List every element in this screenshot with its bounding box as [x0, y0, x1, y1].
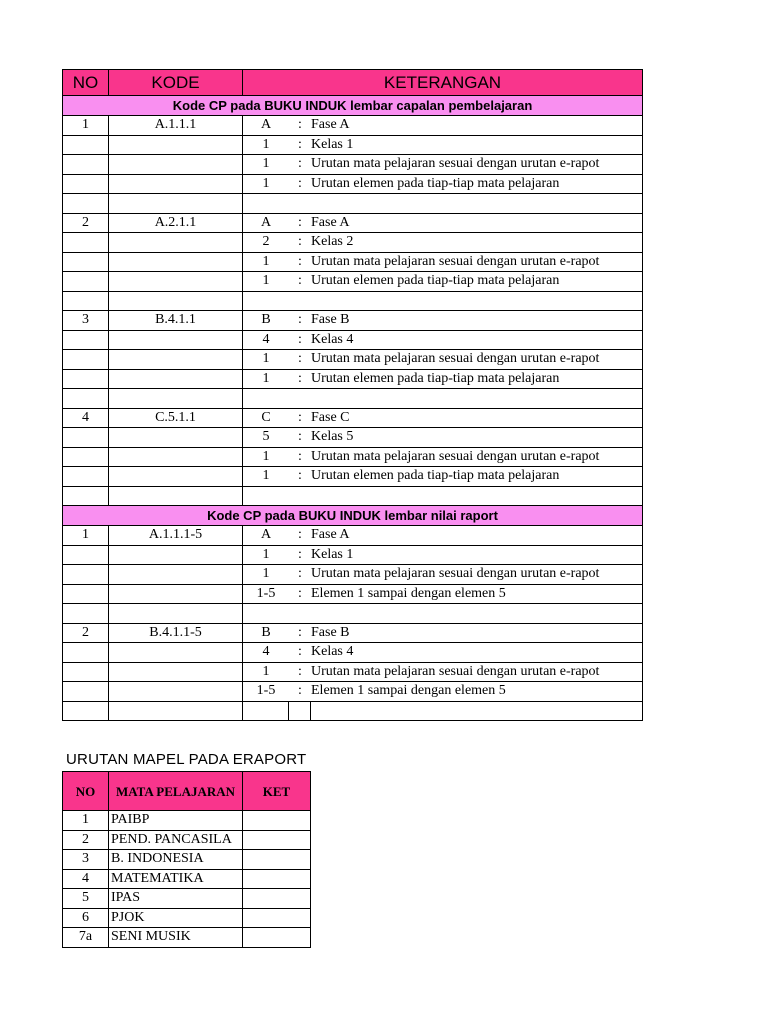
description-text: Urutan mata pelajaran sesuai dengan urutan e-rapot — [311, 156, 600, 172]
row-no: 2 — [63, 213, 109, 233]
code-part: 1 — [262, 566, 270, 582]
mapel-name: B. INDONESIA — [109, 850, 243, 870]
row-kode: A.1.1.1-5 — [109, 526, 243, 546]
table-row — [63, 565, 643, 585]
code-part: A — [260, 527, 272, 543]
mapel-name: PAIBP — [109, 811, 243, 831]
code-part: 5 — [262, 429, 270, 445]
header-kode: KODE — [109, 70, 243, 96]
colon-separator: : — [298, 214, 302, 230]
colon-separator: : — [298, 663, 302, 679]
row-keterangan — [243, 428, 643, 448]
table-row — [63, 643, 643, 663]
kode-cp-table — [62, 69, 643, 721]
row-keterangan — [243, 174, 643, 194]
description-text: Urutan elemen pada tiap-tiap mata pelajaran — [311, 370, 560, 386]
description-text: Fase A — [311, 527, 350, 543]
row-keterangan — [243, 584, 643, 604]
code-part: 4 — [262, 331, 270, 347]
colon-separator: : — [298, 546, 302, 562]
row-no: 1 — [63, 116, 109, 136]
code-part: A — [260, 214, 272, 230]
mapel-header — [63, 772, 311, 811]
blank-cell — [243, 194, 643, 214]
colon-separator: : — [298, 448, 302, 464]
colon-separator: : — [298, 370, 302, 386]
row-no — [63, 545, 109, 565]
section-header — [63, 506, 643, 526]
section-header — [63, 96, 643, 116]
description-text: Fase A — [311, 214, 350, 230]
row-keterangan — [243, 526, 643, 546]
description-text: Urutan mata pelajaran sesuai dengan urutan e-rapot — [311, 663, 600, 679]
table-row — [63, 584, 643, 604]
table-row — [63, 174, 643, 194]
table-row — [63, 116, 643, 136]
colon-separator: : — [298, 624, 302, 640]
description-text: Kelas 4 — [311, 331, 354, 347]
blank-cell — [63, 486, 109, 506]
row-keterangan — [243, 350, 643, 370]
blank-row — [63, 701, 643, 721]
description-text: Urutan mata pelajaran sesuai dengan urutan e-rapot — [311, 253, 600, 269]
row-keterangan — [243, 623, 643, 643]
row-kode — [109, 662, 243, 682]
row-no: 3 — [63, 311, 109, 331]
table-row — [63, 252, 643, 272]
row-no — [63, 252, 109, 272]
row-keterangan — [243, 330, 643, 350]
code-part: 1 — [262, 448, 270, 464]
row-kode — [109, 467, 243, 487]
mapel-no: 6 — [63, 908, 109, 928]
code-part: 1 — [262, 351, 270, 367]
row-kode — [109, 565, 243, 585]
code-part: 1 — [262, 273, 270, 289]
mapel-ket — [243, 830, 311, 850]
table-row — [63, 272, 643, 292]
row-keterangan — [243, 682, 643, 702]
row-no — [63, 272, 109, 292]
table-row — [63, 623, 643, 643]
row-keterangan — [243, 272, 643, 292]
table-row — [63, 545, 643, 565]
blank-subcell — [243, 702, 289, 720]
mapel-ket — [243, 928, 311, 948]
mapel-name: PEND. PANCASILA — [109, 830, 243, 850]
blank-cell — [109, 194, 243, 214]
code-part: 1 — [262, 468, 270, 484]
row-keterangan — [243, 662, 643, 682]
blank-cell — [63, 701, 109, 721]
colon-separator: : — [298, 117, 302, 133]
mapel-no: 3 — [63, 850, 109, 870]
row-keterangan — [243, 408, 643, 428]
table-row — [63, 213, 643, 233]
code-part: 2 — [262, 234, 270, 250]
mapel-row — [63, 928, 311, 948]
description-text: Elemen 1 sampai dengan elemen 5 — [311, 683, 506, 699]
blank-cell — [63, 194, 109, 214]
table-row — [63, 330, 643, 350]
code-part: 1 — [262, 370, 270, 386]
blank-cell — [109, 604, 243, 624]
row-keterangan — [243, 369, 643, 389]
row-no — [63, 174, 109, 194]
row-no — [63, 467, 109, 487]
blank-row — [63, 486, 643, 506]
blank-cell — [243, 486, 643, 506]
code-part: 1 — [262, 156, 270, 172]
row-kode — [109, 233, 243, 253]
colon-separator: : — [298, 234, 302, 250]
row-no: 1 — [63, 526, 109, 546]
row-no — [63, 135, 109, 155]
table-row — [63, 350, 643, 370]
table-row — [63, 428, 643, 448]
blank-cell — [109, 389, 243, 409]
table-row — [63, 408, 643, 428]
row-no — [63, 428, 109, 448]
section-title: Kode CP pada BUKU INDUK lembar nilai raport — [63, 506, 643, 526]
colon-separator: : — [298, 409, 302, 425]
table-row — [63, 662, 643, 682]
row-kode — [109, 584, 243, 604]
row-keterangan — [243, 252, 643, 272]
description-text: Fase C — [311, 409, 350, 425]
urutan-mapel-table — [62, 771, 311, 948]
description-text: Urutan mata pelajaran sesuai dengan urutan e-rapot — [311, 351, 600, 367]
mapel-name: IPAS — [109, 889, 243, 909]
code-part: 1 — [262, 253, 270, 269]
code-part: C — [261, 409, 271, 425]
blank-cell — [243, 389, 643, 409]
description-text: Fase A — [311, 117, 350, 133]
row-kode — [109, 155, 243, 175]
row-keterangan — [243, 311, 643, 331]
colon-separator: : — [298, 585, 302, 601]
code-part: 4 — [262, 644, 270, 660]
colon-separator: : — [298, 331, 302, 347]
mapel-name: MATEMATIKA — [109, 869, 243, 889]
mapel-header-ket: KET — [243, 772, 311, 811]
row-kode: B.4.1.1 — [109, 311, 243, 331]
code-part: 1 — [262, 663, 270, 679]
table-row — [63, 526, 643, 546]
code-part: B — [261, 624, 271, 640]
code-part: 1 — [262, 136, 270, 152]
mapel-row — [63, 830, 311, 850]
mapel-name: SENI MUSIK — [109, 928, 243, 948]
row-no — [63, 350, 109, 370]
header-keterangan: KETERANGAN — [243, 70, 643, 96]
table-row — [63, 447, 643, 467]
table-row — [63, 369, 643, 389]
code-part: 1-5 — [256, 585, 276, 601]
colon-separator: : — [298, 683, 302, 699]
row-kode: A.1.1.1 — [109, 116, 243, 136]
row-keterangan — [243, 643, 643, 663]
row-keterangan — [243, 545, 643, 565]
mapel-row — [63, 869, 311, 889]
row-kode — [109, 252, 243, 272]
table-row — [63, 682, 643, 702]
row-keterangan — [243, 213, 643, 233]
row-kode — [109, 369, 243, 389]
row-no — [63, 155, 109, 175]
mapel-no: 1 — [63, 811, 109, 831]
colon-separator: : — [298, 468, 302, 484]
section-title: Kode CP pada BUKU INDUK lembar capalan pembelajaran — [63, 96, 643, 116]
row-keterangan — [243, 116, 643, 136]
description-text: Fase B — [311, 312, 350, 328]
row-no — [63, 447, 109, 467]
description-text: Kelas 5 — [311, 429, 354, 445]
blank-cell — [109, 486, 243, 506]
row-no — [63, 682, 109, 702]
mapel-name: PJOK — [109, 908, 243, 928]
urutan-mapel-title: URUTAN MAPEL PADA ERAPORT — [66, 751, 307, 768]
description-text: Urutan mata pelajaran sesuai dengan urutan e-rapot — [311, 566, 600, 582]
row-no: 4 — [63, 408, 109, 428]
code-part: 1-5 — [256, 683, 276, 699]
blank-row — [63, 389, 643, 409]
header-no: NO — [63, 70, 109, 96]
description-text: Urutan elemen pada tiap-tiap mata pelajaran — [311, 273, 560, 289]
row-no: 2 — [63, 623, 109, 643]
colon-separator: : — [298, 312, 302, 328]
code-part: A — [260, 117, 272, 133]
row-kode — [109, 545, 243, 565]
colon-separator: : — [298, 273, 302, 289]
colon-separator: : — [298, 156, 302, 172]
mapel-row — [63, 811, 311, 831]
mapel-header-no: NO — [63, 772, 109, 811]
mapel-header-mapel: MATA PELAJARAN — [109, 772, 243, 811]
table-row — [63, 135, 643, 155]
colon-separator: : — [298, 351, 302, 367]
mapel-row — [63, 850, 311, 870]
code-part: B — [261, 312, 271, 328]
row-kode — [109, 447, 243, 467]
mapel-no: 4 — [63, 869, 109, 889]
mapel-ket — [243, 850, 311, 870]
colon-separator: : — [298, 566, 302, 582]
description-text: Fase B — [311, 624, 350, 640]
row-keterangan — [243, 447, 643, 467]
row-keterangan — [243, 135, 643, 155]
mapel-no: 5 — [63, 889, 109, 909]
blank-subcell — [289, 702, 311, 720]
row-kode — [109, 174, 243, 194]
blank-cell — [63, 291, 109, 311]
row-no — [63, 330, 109, 350]
row-kode — [109, 272, 243, 292]
colon-separator: : — [298, 136, 302, 152]
row-keterangan — [243, 565, 643, 585]
blank-cell — [243, 291, 643, 311]
row-keterangan — [243, 233, 643, 253]
description-text: Kelas 1 — [311, 546, 354, 562]
row-keterangan — [243, 467, 643, 487]
colon-separator: : — [298, 644, 302, 660]
colon-separator: : — [298, 429, 302, 445]
colon-separator: : — [298, 253, 302, 269]
mapel-ket — [243, 811, 311, 831]
blank-cell — [243, 701, 643, 721]
colon-separator: : — [298, 175, 302, 191]
description-text: Kelas 4 — [311, 644, 354, 660]
mapel-no: 2 — [63, 830, 109, 850]
colon-separator: : — [298, 527, 302, 543]
row-kode: A.2.1.1 — [109, 213, 243, 233]
row-no — [63, 662, 109, 682]
table-row — [63, 155, 643, 175]
row-kode — [109, 643, 243, 663]
row-kode — [109, 682, 243, 702]
mapel-ket — [243, 908, 311, 928]
table-row — [63, 233, 643, 253]
description-text: Urutan elemen pada tiap-tiap mata pelajaran — [311, 175, 560, 191]
blank-cell — [109, 291, 243, 311]
row-no — [63, 369, 109, 389]
blank-cell — [109, 701, 243, 721]
mapel-ket — [243, 889, 311, 909]
description-text: Urutan elemen pada tiap-tiap mata pelajaran — [311, 468, 560, 484]
row-kode — [109, 350, 243, 370]
row-no — [63, 565, 109, 585]
row-no — [63, 233, 109, 253]
row-kode: C.5.1.1 — [109, 408, 243, 428]
blank-row — [63, 194, 643, 214]
blank-cell — [243, 604, 643, 624]
row-kode — [109, 330, 243, 350]
blank-row — [63, 291, 643, 311]
description-text: Elemen 1 sampai dengan elemen 5 — [311, 585, 506, 601]
code-part: 1 — [262, 175, 270, 191]
row-kode: B.4.1.1-5 — [109, 623, 243, 643]
row-no — [63, 643, 109, 663]
table-row — [63, 311, 643, 331]
row-kode — [109, 135, 243, 155]
blank-cell — [63, 389, 109, 409]
table-header — [63, 70, 643, 96]
description-text: Kelas 2 — [311, 234, 354, 250]
mapel-row — [63, 889, 311, 909]
row-keterangan — [243, 155, 643, 175]
row-no — [63, 584, 109, 604]
blank-subcells — [243, 702, 642, 720]
code-part: 1 — [262, 546, 270, 562]
row-kode — [109, 428, 243, 448]
blank-row — [63, 604, 643, 624]
description-text: Urutan mata pelajaran sesuai dengan urutan e-rapot — [311, 448, 600, 464]
mapel-no: 7a — [63, 928, 109, 948]
mapel-row — [63, 908, 311, 928]
mapel-ket — [243, 869, 311, 889]
table-row — [63, 467, 643, 487]
description-text: Kelas 1 — [311, 136, 354, 152]
blank-cell — [63, 604, 109, 624]
